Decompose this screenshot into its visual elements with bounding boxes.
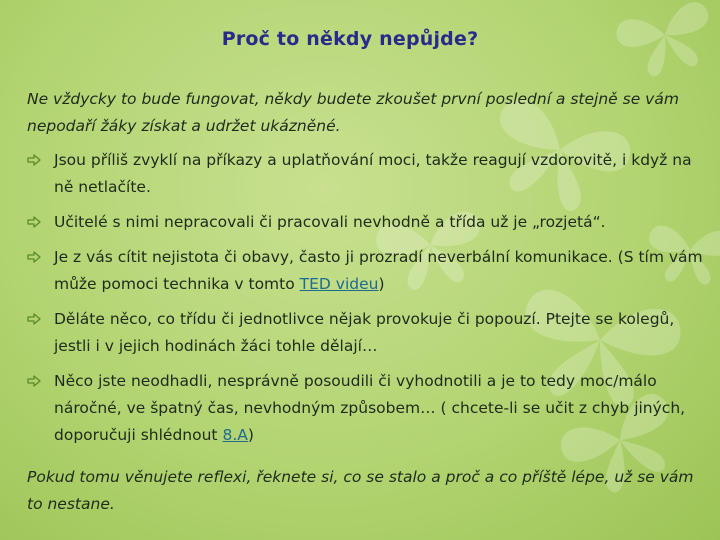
arrow-right-outline-icon [27,251,41,263]
bullet-text: Jsou příliš zvyklí na příkazy a uplatňování moci, takže reagují vzdorovitě, i když na ně netlačíte. [54,151,692,196]
bullet-text-tail: ) [378,275,385,293]
bullet-item [27,147,707,201]
bullet-list [27,147,707,457]
bullet-text-tail: ) [247,426,254,444]
bullet-item [27,306,707,360]
class-8a-link[interactable]: 8.A [222,426,248,444]
ted-video-link[interactable]: TED videu [299,275,379,293]
bullet-text: Učitelé s nimi nepracovali či pracovali nevhodně a třída už je „rozjetá“. [54,213,606,231]
arrow-right-outline-icon [27,375,41,387]
bullet-text: Něco jste neodhadli, nesprávně posoudili či vyhodnotili a je to tedy moc/málo náročné, ve špatný čas, nevhodným způsobem… ( chcete-li se učit z chyb jiných, doporučuji shlédnout [54,372,686,444]
closing-paragraph: Pokud tomu věnujete reflexi, řeknete si, co se stalo a proč a co příště lépe, už se vám to nestane. [27,468,694,513]
intro-paragraph: Ne vždycky to bude fungovat, někdy budete zkoušet první poslední a stejně se vám nepodaří žáky získat a udržet ukázněné. [27,90,679,135]
bullet-item [27,209,707,236]
arrow-right-outline-icon [27,154,41,166]
bullet-item [27,244,707,298]
arrow-right-outline-icon [27,216,41,228]
slide-title: Proč to někdy nepůjde? [221,28,479,50]
arrow-right-outline-icon [27,313,41,325]
bullet-text: Je z vás cítit nejistota či obavy, často ji prozradí neverbální komunikace. (S tím vám může pomoci technika v tomto [54,248,703,293]
bullet-item [27,368,707,449]
bullet-text: Děláte něco, co třídu či jednotlivce nějak provokuje či popouzí. Ptejte se kolegů, jestli i v jejich hodinách žáci tohle dělají… [54,310,675,355]
